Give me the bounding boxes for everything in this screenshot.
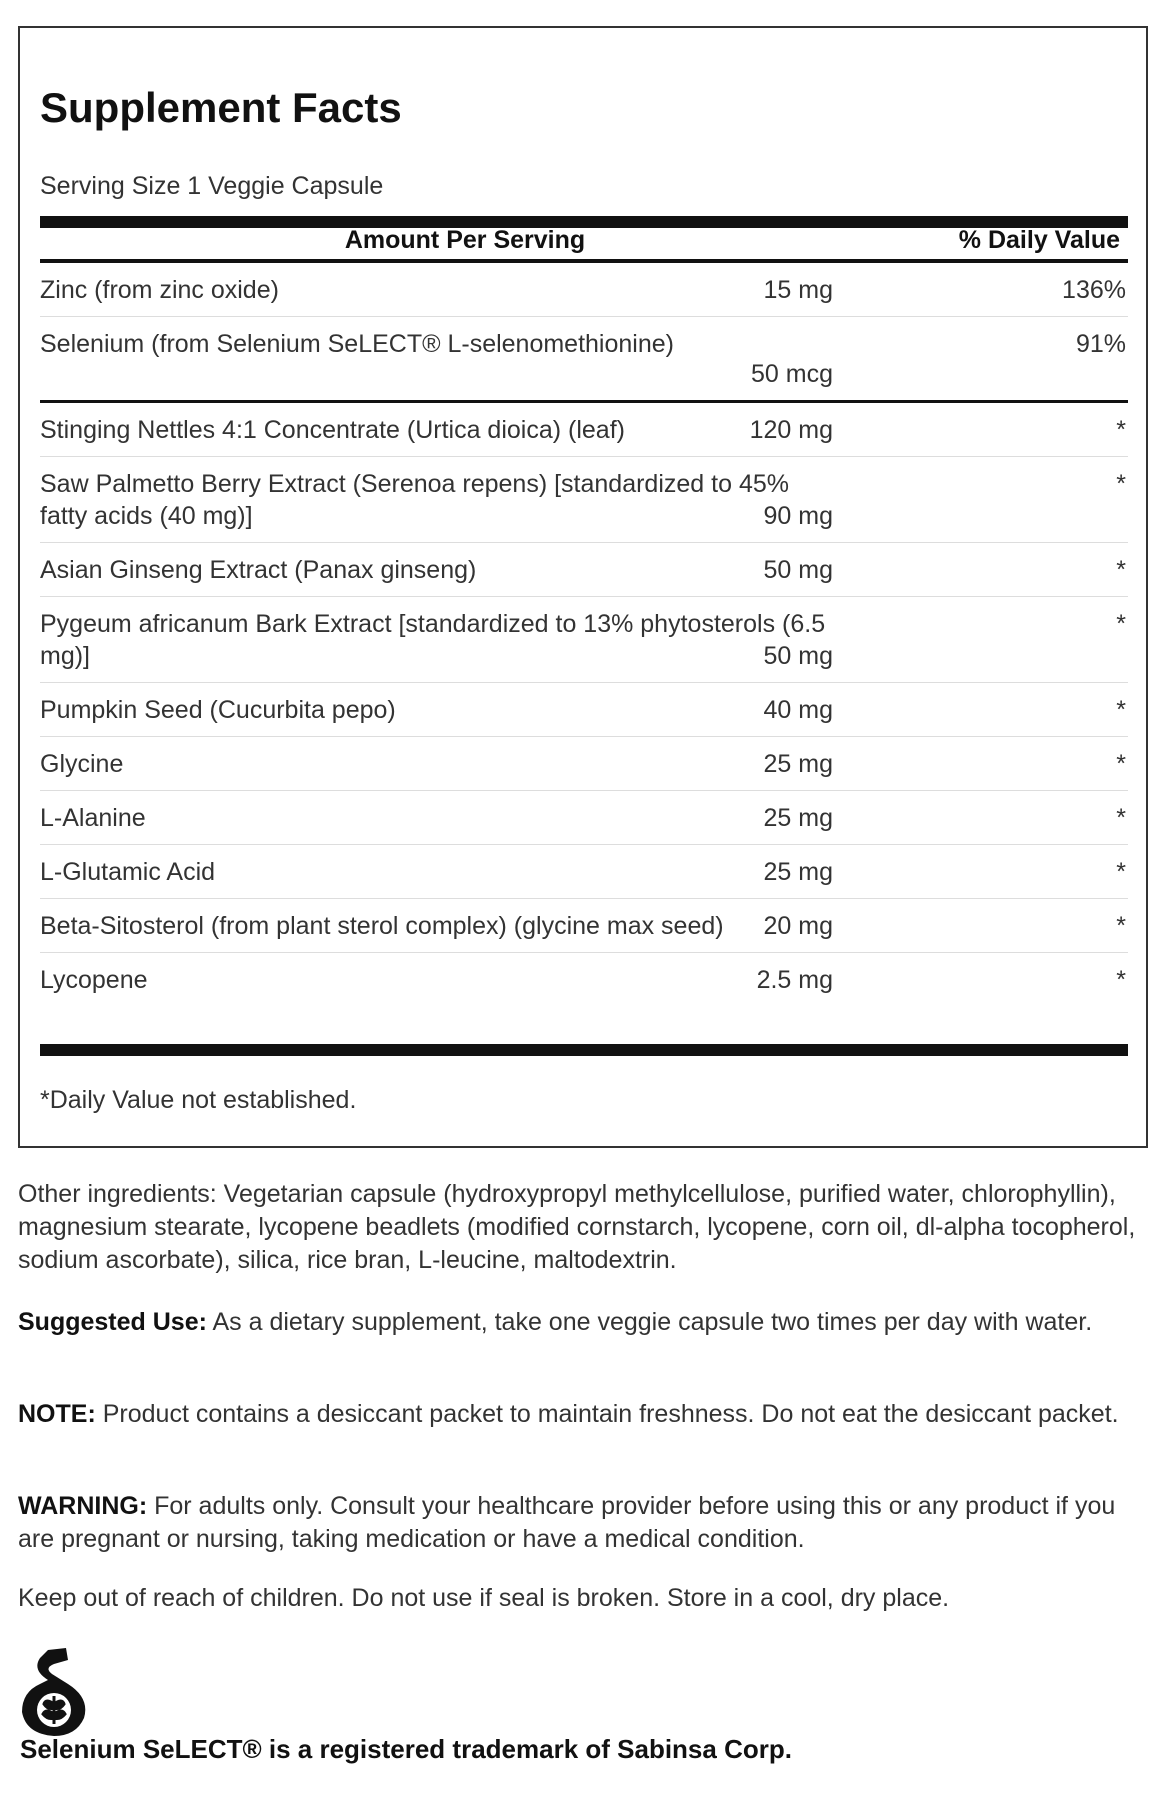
panel-title: Supplement Facts	[40, 84, 402, 131]
other-ingredients: Other ingredients: Vegetarian capsule (hydroxypropyl methylcellulose, purified water, chlorophyllin), magnesium stearate, lycopene beadlets (modified cornstarch, lycopene, corn oil, dl-alpha tocopherol, sodium ascorbate), silica, rice bran, L-leucine, maltodextrin.	[18, 1180, 1136, 1274]
table-row: Zinc (from zinc oxide) 15 mg 136%	[40, 263, 1128, 317]
trademark-notice: Selenium SeLECT® is a registered trademark of Sabinsa Corp.	[20, 1734, 792, 1764]
footnote: *Daily Value not established.	[40, 1086, 357, 1114]
table-row: Selenium (from Selenium SeLECT® L-selenomethionine) 50 mcg 91%	[40, 317, 1128, 403]
storage-instructions: Keep out of reach of children. Do not use if seal is broken. Store in a cool, dry place.	[18, 1584, 950, 1612]
amount-header: Amount Per Serving	[344, 226, 586, 254]
table-row: Beta-Sitosterol (from plant sterol complex) (glycine max seed) 20 mg *	[40, 899, 1128, 953]
table-row: Pygeum africanum Bark Extract [standardized to 13% phytosterols (6.5 mg)] 50 mg *	[40, 597, 1128, 683]
warning: WARNING: For adults only. Consult your healthcare provider before using this or any product if you are pregnant or nursing, taking medication or have a medical condition.	[18, 1492, 1116, 1553]
nutrient-rows	[40, 263, 1128, 1006]
supplement-facts-panel	[18, 26, 1148, 1148]
selenium-select-logo-icon	[18, 1648, 92, 1736]
note: NOTE: Product contains a desiccant packet to maintain freshness. Do not eat the desiccant packet.	[18, 1400, 1119, 1428]
table-row: Pumpkin Seed (Cucurbita pepo) 40 mg *	[40, 683, 1128, 737]
column-header	[40, 226, 1128, 256]
serving-size: Serving Size 1 Veggie Capsule	[40, 172, 384, 200]
suggested-use: Suggested Use: As a dietary supplement, take one veggie capsule two times per day with water.	[18, 1308, 1093, 1336]
table-row: Glycine 25 mg *	[40, 737, 1128, 791]
daily-value-header: % Daily Value	[958, 226, 1120, 254]
table-row: L-Glutamic Acid 25 mg *	[40, 845, 1128, 899]
table-row: Asian Ginseng Extract (Panax ginseng) 50 mg *	[40, 543, 1128, 597]
table-row: Saw Palmetto Berry Extract (Serenoa repens) [standardized to 45% fatty acids (40 mg)] 90 mg *	[40, 457, 1128, 543]
table-row: Stinging Nettles 4:1 Concentrate (Urtica dioica) (leaf) 120 mg *	[40, 403, 1128, 457]
table-row: L-Alanine 25 mg *	[40, 791, 1128, 845]
table-row: Lycopene 2.5 mg *	[40, 966, 1126, 994]
thick-divider-bottom	[40, 1044, 1128, 1056]
